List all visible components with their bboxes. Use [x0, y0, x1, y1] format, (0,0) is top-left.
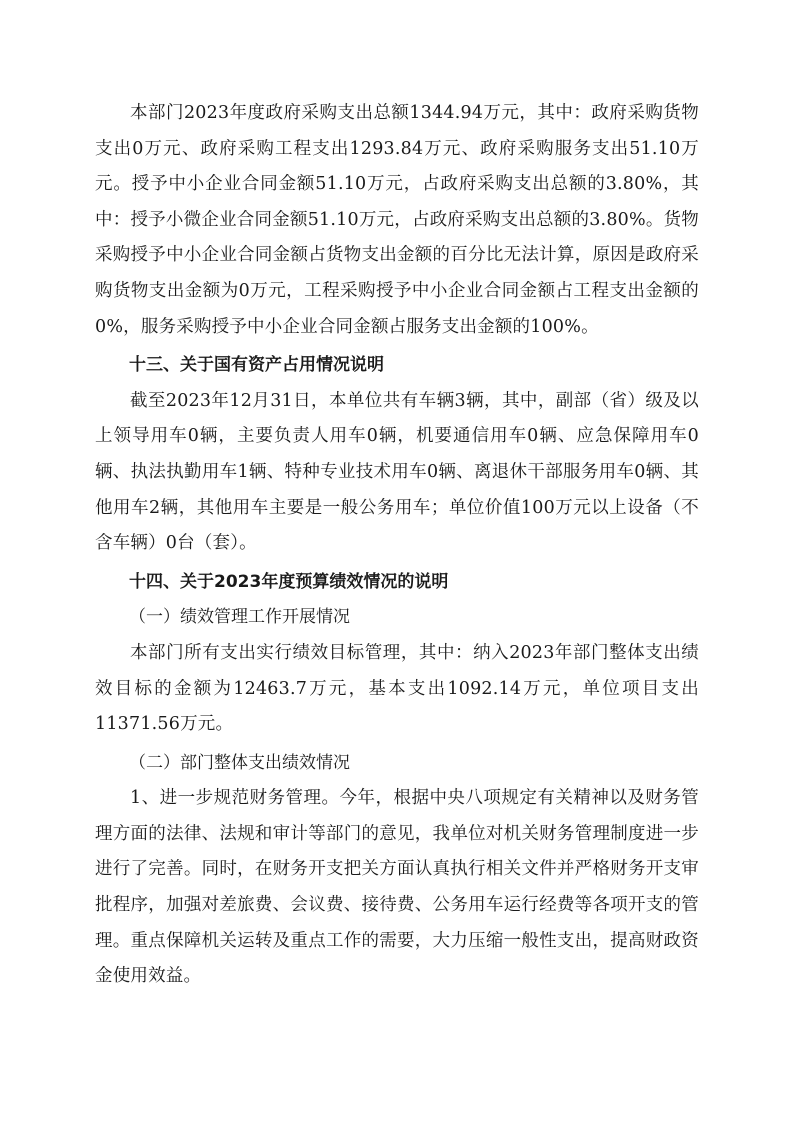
section-13-heading: 十三、关于国有资产占用情况说明	[129, 355, 384, 376]
procurement-paragraph: 本部门2023年度政府采购支出总额1344.94万元，其中：政府采购货物支出0万元、政府采购工程支出1293.84万元、政府采购服务支出51.10万元。授予中小企业合同金额51.10万元，占政府采购支出总额的3.80%，其中：授予小微企业合同金额51.10万元，占政府采购支出总额的3.80%。货物采购授予中小企业合同金额占货物支出金额的百分比无法计算，原因是政府采购货物支出金额为0万元，工程采购授予中小企业合同金额占工程支出金额的0%，服务采购授予中小企业合同金额占服务支出金额的100%。	[95, 103, 699, 337]
assets-paragraph: 截至2023年12月31日，本单位共有车辆3辆，其中，副部（省）级及以上领导用车0辆，主要负责人用车0辆，机要通信用车0辆、应急保障用车0辆、执法执勤用车1辆、特种专业技术用车0辆、离退休干部服务用车0辆、其他用车2辆，其他用车主要是一般公务用车；单位价值100万元以上设备（不含车辆）0台（套）。	[95, 390, 699, 554]
subsection-2-heading: （二）部门整体支出绩效情况	[129, 752, 350, 773]
section-14-heading: 十四、关于2023年度预算绩效情况的说明	[129, 571, 449, 592]
performance-management-paragraph: 本部门所有支出实行绩效目标管理，其中：纳入2023年部门整体支出绩效目标的金额为12463.7万元，基本支出1092.14万元，单位项目支出11371.56万元。	[95, 642, 699, 735]
subsection-1-heading: （一）绩效管理工作开展情况	[129, 607, 350, 628]
finance-management-paragraph: 1、进一步规范财务管理。今年，根据中央八项规定有关精神以及财务管理方面的法律、法规和审计等部门的意见，我单位对机关财务管理制度进一步进行了完善。同时，在财务开支把关方面认真执行相关文件并严格财务开支审批程序，加强对差旅费、会议费、接待费、公务用车运行经费等各项开支的管理。重点保障机关运转及重点工作的需要，大力压缩一般性支出，提高财政资金使用效益。	[95, 788, 699, 987]
document-page	[95, 96, 699, 995]
